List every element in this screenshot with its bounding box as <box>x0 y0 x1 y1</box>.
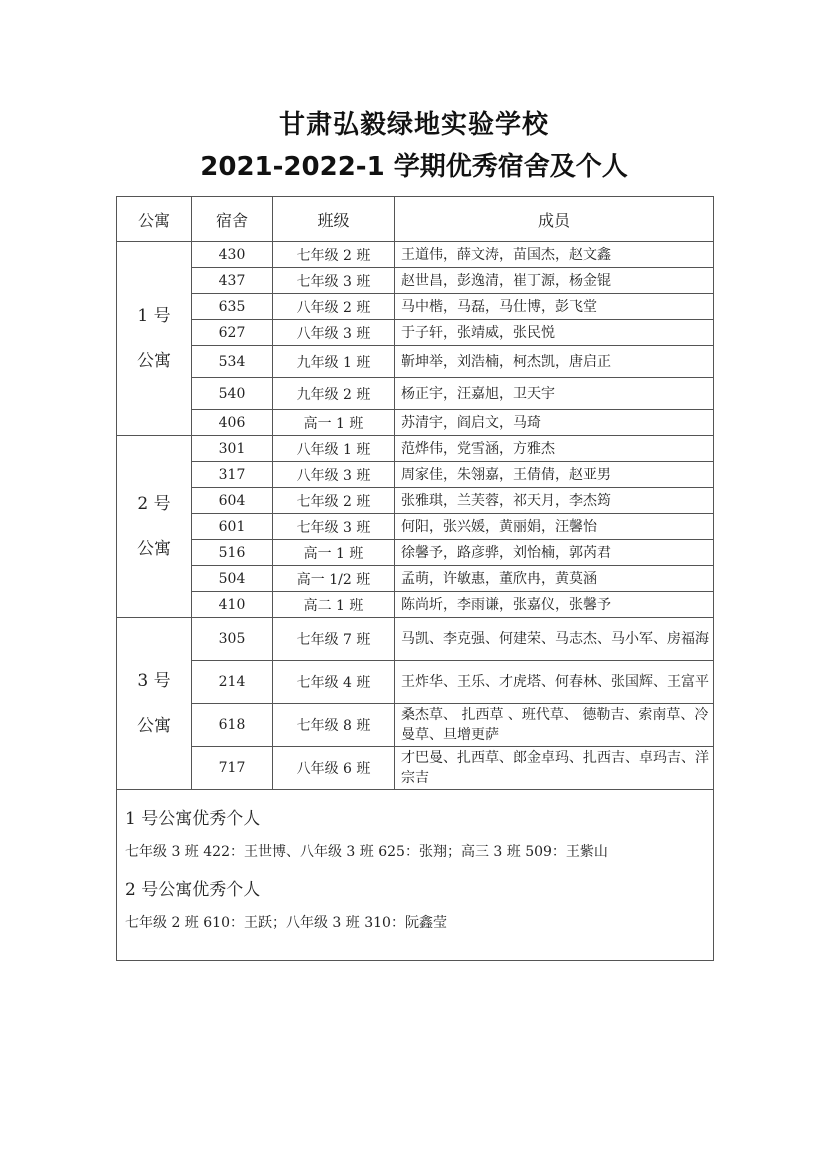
class-name: 九年级 2 班 <box>273 378 395 410</box>
individuals-section <box>117 790 714 961</box>
class-name: 七年级 2 班 <box>273 242 395 268</box>
dorm-number: 406 <box>192 410 273 436</box>
table-row <box>117 488 714 514</box>
table-row <box>117 514 714 540</box>
table-row <box>117 747 714 790</box>
table-header-row <box>117 197 714 242</box>
table-row <box>117 436 714 462</box>
dorm-number: 305 <box>192 618 273 661</box>
class-name: 九年级 1 班 <box>273 346 395 378</box>
dorm-number: 301 <box>192 436 273 462</box>
class-name: 七年级 3 班 <box>273 514 395 540</box>
dorm-number: 540 <box>192 378 273 410</box>
class-name: 八年级 6 班 <box>273 747 395 790</box>
members: 张雅琪，兰芙蓉，祁天月，李杰筠 <box>395 488 714 514</box>
members: 于子轩，张靖威，张民悦 <box>395 320 714 346</box>
dorm-number: 437 <box>192 268 273 294</box>
class-name: 高一 1 班 <box>273 410 395 436</box>
members: 杨正宇，汪嘉旭，卫天宇 <box>395 378 714 410</box>
members: 马中楷，马磊，马仕博，彭飞堂 <box>395 294 714 320</box>
apartment-cell <box>117 242 192 436</box>
members: 靳坤举，刘浩楠，柯杰凯，唐启正 <box>395 346 714 378</box>
class-name: 七年级 7 班 <box>273 618 395 661</box>
table-row <box>117 540 714 566</box>
class-name: 八年级 3 班 <box>273 462 395 488</box>
col-header-members: 成员 <box>395 197 714 242</box>
dorm-number: 504 <box>192 566 273 592</box>
dorm-number: 627 <box>192 320 273 346</box>
dorm-number: 534 <box>192 346 273 378</box>
dorm-number: 604 <box>192 488 273 514</box>
dorm-number: 618 <box>192 704 273 747</box>
individual-group-title: 2 号公寓优秀个人 <box>125 880 261 900</box>
class-name: 七年级 4 班 <box>273 661 395 704</box>
class-name: 八年级 3 班 <box>273 320 395 346</box>
table-row <box>117 242 714 268</box>
members: 范烨伟，党雪涵，方雅杰 <box>395 436 714 462</box>
apartment-label: 公寓 <box>137 715 171 736</box>
apartment-number: 1 号 <box>137 306 171 327</box>
class-name: 八年级 2 班 <box>273 294 395 320</box>
document-subtitle: 2021-2022-1 学期优秀宿舍及个人 <box>200 152 628 182</box>
class-name: 七年级 8 班 <box>273 704 395 747</box>
members: 陈尚圻，李雨谦，张嘉仪，张馨予 <box>395 592 714 618</box>
individual-group-list: 七年级 3 班 422：王世博、八年级 3 班 625：张翔；高三 3 班 509：王紫山 <box>125 844 608 860</box>
members: 赵世昌，彭逸清，崔丁源，杨金锟 <box>395 268 714 294</box>
apartment-number: 3 号 <box>137 671 171 692</box>
members: 周家佳，朱翎嘉，王倩倩，赵亚男 <box>395 462 714 488</box>
apartment-label: 公寓 <box>137 350 171 371</box>
class-name: 七年级 2 班 <box>273 488 395 514</box>
dormitory-table <box>116 196 714 961</box>
class-name: 七年级 3 班 <box>273 268 395 294</box>
individuals-row <box>117 790 714 961</box>
members: 才巴曼、扎西草、郎金卓玛、扎西吉、卓玛吉、洋宗吉 <box>395 747 714 790</box>
dorm-number: 214 <box>192 661 273 704</box>
dorm-number: 410 <box>192 592 273 618</box>
apartment-cell <box>117 618 192 790</box>
individual-group-title: 1 号公寓优秀个人 <box>125 809 261 829</box>
class-name: 八年级 1 班 <box>273 436 395 462</box>
members: 何阳，张兴媛，黄丽娟，汪馨怡 <box>395 514 714 540</box>
table-row <box>117 268 714 294</box>
table-row <box>117 378 714 410</box>
col-header-apartment: 公寓 <box>117 197 192 242</box>
members: 王道伟，薛文涛，苗国杰，赵文鑫 <box>395 242 714 268</box>
table-row <box>117 566 714 592</box>
apartment-label: 公寓 <box>137 538 171 559</box>
apartment-number: 2 号 <box>137 494 171 515</box>
apartment-cell <box>117 436 192 618</box>
members: 苏清宇，阎启文，马琦 <box>395 410 714 436</box>
school-name: 甘肃弘毅绿地实验学校 <box>278 110 549 140</box>
dorm-number: 317 <box>192 462 273 488</box>
dorm-number: 430 <box>192 242 273 268</box>
table-row <box>117 462 714 488</box>
members: 孟萌，许敏惠，董欣冉，黄莫涵 <box>395 566 714 592</box>
table-row <box>117 346 714 378</box>
table-row <box>117 592 714 618</box>
table-row <box>117 294 714 320</box>
members: 徐馨予，路彦骅，刘怡楠，郭芮君 <box>395 540 714 566</box>
members: 马凯、李克强、何建荣、马志杰、马小军、房福海 <box>395 618 714 661</box>
col-header-class: 班级 <box>273 197 395 242</box>
table-row <box>117 661 714 704</box>
members: 王炸华、王乐、才虎塔、何春林、张国辉、王富平 <box>395 661 714 704</box>
table-row <box>117 410 714 436</box>
class-name: 高二 1 班 <box>273 592 395 618</box>
class-name: 高一 1/2 班 <box>273 566 395 592</box>
members: 桑杰草、 扎西草 、班代草、 德勒吉、索南草、冷曼草、旦增更萨 <box>395 704 714 747</box>
dorm-number: 516 <box>192 540 273 566</box>
dorm-number: 717 <box>192 747 273 790</box>
table-row <box>117 704 714 747</box>
col-header-dorm: 宿舍 <box>192 197 273 242</box>
dorm-number: 635 <box>192 294 273 320</box>
table-row <box>117 320 714 346</box>
dorm-number: 601 <box>192 514 273 540</box>
individual-group-list: 七年级 2 班 610：王跃；八年级 3 班 310：阮鑫莹 <box>125 915 447 931</box>
table-row <box>117 618 714 661</box>
class-name: 高一 1 班 <box>273 540 395 566</box>
